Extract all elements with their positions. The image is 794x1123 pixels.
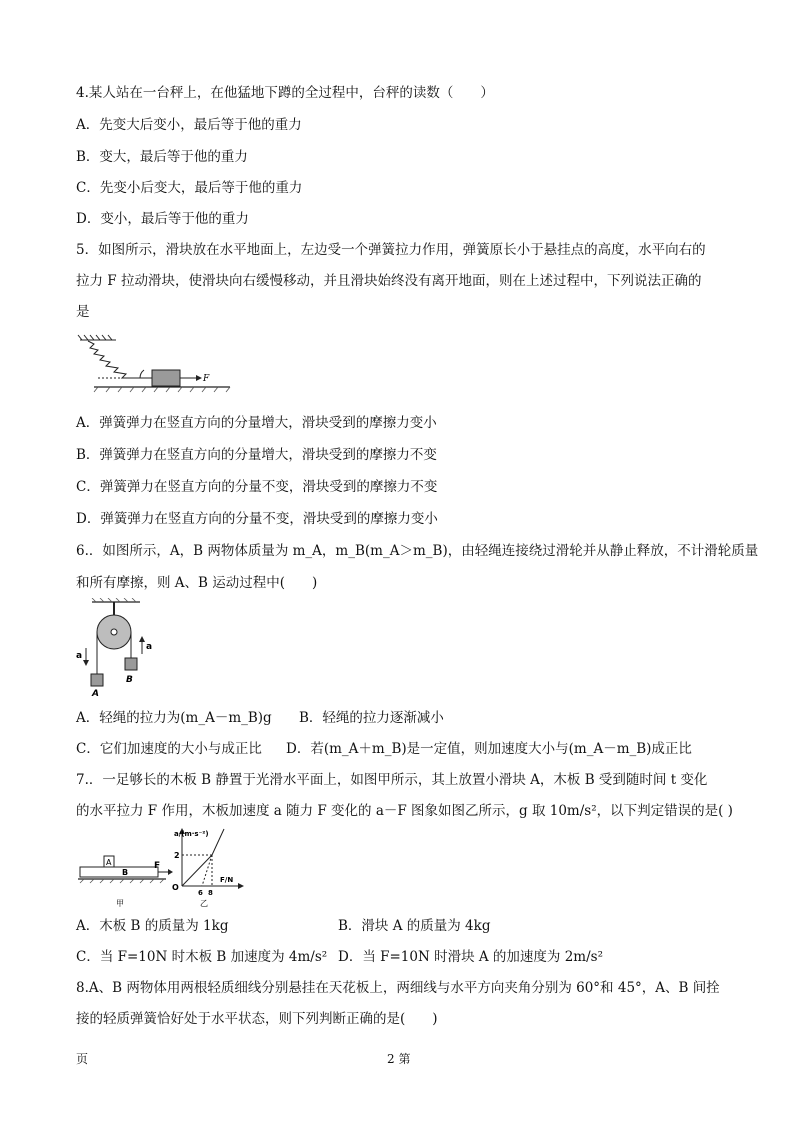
q7-stem-line-1: 7.．一足够长的木板 B 静置于光滑水平面上，如图甲所示，其上放置小滑块 A，木板 B 受到随时间 t 变化 bbox=[76, 772, 708, 788]
q6-option-d: D．若(m_A＋m_B)是一定值，则加速度大小与(m_A－m_B)成正比 bbox=[286, 741, 692, 757]
q7-y-axis-label: a/(m·s⁻²) bbox=[174, 830, 209, 838]
q5-slider-block bbox=[152, 370, 180, 386]
q6-block-b bbox=[125, 658, 137, 670]
q6-option-a: A．轻绳的拉力为(m_A－m_B)g bbox=[76, 710, 272, 726]
q7-caption-a: 甲 bbox=[116, 899, 124, 908]
q5-option-a: A．弹簧弹力在竖直方向的分量增大，滑块受到的摩擦力变小 bbox=[76, 415, 437, 431]
q6-block-a bbox=[91, 674, 103, 686]
q5-stem-line-3: 是 bbox=[76, 304, 90, 320]
q8-stem-line-2: 接的轻质弹簧恰好处于水平状态，则下列判断正确的是( ) bbox=[76, 1011, 438, 1027]
q7-figures bbox=[78, 826, 248, 908]
q7-x-tick-6: 6 bbox=[198, 889, 203, 897]
q7-x-axis-label: F/N bbox=[220, 876, 234, 884]
q7-origin-label: O bbox=[172, 883, 179, 892]
q5-spring-figure bbox=[74, 334, 234, 394]
q7-figure-b-graph bbox=[172, 828, 244, 908]
q6-pulley-figure bbox=[74, 598, 164, 698]
q6-option-c: C．它们加速度的大小与成正比 bbox=[76, 741, 262, 757]
q5-force-label: F bbox=[203, 374, 210, 384]
q7-x-tick-8: 8 bbox=[208, 889, 213, 897]
footer-left: 页 bbox=[76, 1052, 89, 1066]
q7-option-a: A．木板 B 的质量为 1kg bbox=[76, 918, 229, 934]
q7-board-b-label: B bbox=[122, 868, 129, 877]
q5-stem-line-1: 5．如图所示，滑块放在水平地面上，左边受一个弹簧拉力作用，弹簧原长小于悬挂点的高度，水平向右的 bbox=[76, 242, 706, 258]
q6-accel-label-left: a bbox=[76, 651, 83, 661]
q7-force-label: F bbox=[154, 861, 161, 871]
q7-figure-a bbox=[78, 856, 173, 908]
footer-page-number: 2 第 bbox=[387, 1052, 411, 1066]
q5-stem-line-2: 拉力 F 拉动滑块，使滑块向右缓慢移动，并且滑块始终没有离开地面，则在上述过程中，下列说法正确的 bbox=[76, 273, 702, 289]
q8-stem-line-1: 8.A、B 两物体用两根轻质细线分别悬挂在天花板上，两细线与水平方向夹角分别为 60°和 45°，A、B 间拴 bbox=[76, 980, 720, 996]
q6-stem-line-2: 和所有摩擦，则 A、B 运动过程中( ) bbox=[76, 575, 318, 591]
q7-option-c: C．当 F=10N 时木板 B 加速度为 4m/s² bbox=[76, 949, 328, 965]
q4-option-c: C．先变小后变大，最后等于他的重力 bbox=[76, 180, 303, 196]
q4-option-b: B．变大，最后等于他的重力 bbox=[76, 149, 248, 165]
q6-label-a: A bbox=[92, 689, 99, 698]
q4-option-d: D．变小，最后等于他的重力 bbox=[76, 211, 249, 227]
q5-option-b: B．弹簧弹力在竖直方向的分量增大，滑块受到的摩擦力不变 bbox=[76, 447, 437, 463]
q7-option-d: D．当 F=10N 时滑块 A 的加速度为 2m/s² bbox=[338, 949, 603, 965]
q4-stem: 4.某人站在一台秤上，在他猛地下蹲的全过程中，台秤的读数（ ） bbox=[76, 85, 494, 101]
q7-y-tick-2: 2 bbox=[174, 851, 180, 860]
q7-caption-b: 乙 bbox=[200, 899, 208, 908]
q7-option-b: B．滑块 A 的质量为 4kg bbox=[338, 918, 491, 934]
q4-option-a: A．先变大后变小，最后等于他的重力 bbox=[76, 117, 302, 133]
q6-label-b: B bbox=[126, 675, 133, 685]
q6-stem-line-1: 6.．如图所示，A，B 两物体质量为 m_A，m_B(m_A＞m_B)，由轻绳连接绕过滑轮并从静止释放，不计滑轮质量 bbox=[76, 543, 759, 559]
q6-option-b: B．轻绳的拉力逐渐减小 bbox=[299, 710, 444, 726]
q7-block-a-label: A bbox=[106, 858, 112, 867]
q7-stem-line-2: 的水平拉力 F 作用，木板加速度 a 随力 F 变化的 a－F 图象如图乙所示，g 取 10m/s²，以下判定错误的是( ) bbox=[76, 803, 733, 819]
q5-option-d: D．弹簧弹力在竖直方向的分量不变，滑块受到的摩擦力变小 bbox=[76, 511, 438, 527]
q6-accel-label-right: a bbox=[146, 642, 153, 652]
q5-option-c: C．弹簧弹力在竖直方向的分量不变，滑块受到的摩擦力不变 bbox=[76, 479, 438, 495]
